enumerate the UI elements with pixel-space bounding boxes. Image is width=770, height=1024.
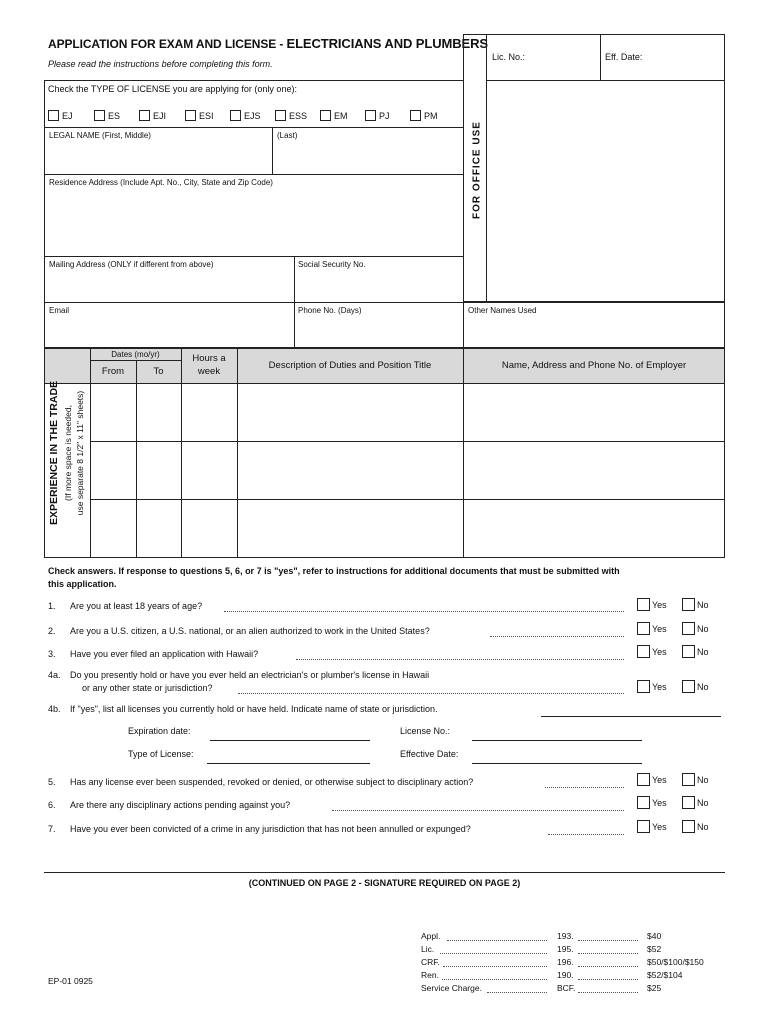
fee-amount: $50/$100/$150 bbox=[647, 957, 704, 967]
footer-divider bbox=[44, 872, 725, 873]
first-middle-name-field[interactable] bbox=[46, 142, 270, 172]
from-header: From bbox=[101, 366, 125, 377]
license-no-label: License No.: bbox=[400, 726, 451, 736]
ssn-label: Social Security No. bbox=[298, 260, 366, 269]
questions-intro-line2: this application. bbox=[48, 579, 117, 589]
fee-label: Lic. bbox=[421, 944, 435, 954]
checkbox[interactable] bbox=[637, 796, 650, 809]
ssn-field[interactable] bbox=[296, 272, 462, 300]
checkbox[interactable] bbox=[637, 622, 650, 635]
form-title: APPLICATION FOR EXAM AND LICENSE - ELECTRICIANS AND PLUMBERS bbox=[48, 36, 488, 51]
checkbox[interactable] bbox=[637, 773, 650, 786]
dates-header: Dates (mo/yr) bbox=[111, 350, 160, 359]
office-use-box bbox=[463, 34, 725, 302]
checkbox[interactable] bbox=[320, 110, 331, 121]
last-name-field[interactable] bbox=[274, 142, 462, 172]
license-type-prompt: Check the TYPE OF LICENSE you are applying for (only one): bbox=[48, 84, 297, 94]
question-4a-line2: or any other state or jurisdiction? bbox=[82, 683, 213, 693]
q1-no[interactable]: No bbox=[682, 598, 709, 611]
q3-no[interactable]: No bbox=[682, 645, 709, 658]
form-subtitle: Please read the instructions before completing this form. bbox=[48, 59, 273, 69]
q7-yes[interactable]: Yes bbox=[637, 820, 667, 833]
effective-date-label: Effective Date: bbox=[400, 749, 459, 759]
q6-no[interactable]: No bbox=[682, 796, 709, 809]
fee-code: 196. bbox=[557, 957, 574, 967]
residence-address-label: Residence Address (Include Apt. No., City, State and Zip Code) bbox=[49, 178, 273, 187]
checkbox[interactable] bbox=[48, 110, 59, 121]
residence-address-field[interactable] bbox=[46, 190, 462, 254]
checkbox[interactable] bbox=[637, 820, 650, 833]
type-of-license-label: Type of License: bbox=[128, 749, 194, 759]
fee-label: Service Charge. bbox=[421, 983, 482, 993]
fee-code: 193. bbox=[557, 931, 574, 941]
lic-no-label: Lic. No.: bbox=[492, 52, 526, 62]
fee-label: Ren. bbox=[421, 970, 439, 980]
hours-header-line1: Hours a bbox=[192, 353, 226, 364]
checkbox[interactable] bbox=[682, 622, 695, 635]
q2-yes[interactable]: Yes bbox=[637, 622, 667, 635]
eff-date-label: Eff. Date: bbox=[605, 52, 643, 62]
type-of-license-field[interactable] bbox=[207, 763, 370, 764]
questions-intro-line1: Check answers. If response to questions 5, 6, or 7 is "yes", refer to instructions for additional documents that must be submitted with bbox=[48, 566, 620, 576]
email-field[interactable] bbox=[46, 318, 292, 346]
license-option-ej[interactable]: EJ bbox=[48, 110, 73, 121]
other-names-label: Other Names Used bbox=[468, 306, 537, 315]
q5-no[interactable]: No bbox=[682, 773, 709, 786]
license-option-eji[interactable]: EJI bbox=[139, 110, 166, 121]
checkbox[interactable] bbox=[682, 680, 695, 693]
fee-label: Appl. bbox=[421, 931, 441, 941]
jurisdiction-field[interactable] bbox=[541, 716, 721, 717]
form-id: EP-01 0925 bbox=[48, 976, 93, 986]
experience-row[interactable] bbox=[91, 384, 725, 441]
q4a-no[interactable]: No bbox=[682, 680, 709, 693]
fee-amount: $52 bbox=[647, 944, 662, 954]
mailing-address-field[interactable] bbox=[46, 272, 292, 300]
fee-amount: $25 bbox=[647, 983, 662, 993]
last-name-label: (Last) bbox=[277, 131, 298, 140]
phone-field[interactable] bbox=[296, 318, 462, 346]
checkbox[interactable] bbox=[365, 110, 376, 121]
experience-side-title: EXPERIENCE IN THE TRADE bbox=[48, 380, 60, 526]
phone-label: Phone No. (Days) bbox=[298, 306, 362, 315]
email-label: Email bbox=[49, 306, 70, 315]
employer-header: Name, Address and Phone No. of Employer bbox=[501, 360, 687, 371]
experience-row[interactable] bbox=[91, 500, 725, 557]
q3-yes[interactable]: Yes bbox=[637, 645, 667, 658]
q5-yes[interactable]: Yes bbox=[637, 773, 667, 786]
expiration-date-label: Expiration date: bbox=[128, 726, 191, 736]
mailing-address-label: Mailing Address (ONLY if different from above) bbox=[49, 260, 214, 269]
office-use-label: FOR OFFICE USE bbox=[471, 121, 483, 219]
checkbox[interactable] bbox=[637, 598, 650, 611]
checkbox[interactable] bbox=[230, 110, 241, 121]
legal-name-label: LEGAL NAME (First, Middle) bbox=[49, 131, 151, 140]
checkbox[interactable] bbox=[94, 110, 105, 121]
to-header: To bbox=[153, 366, 164, 377]
q1-yes[interactable]: Yes bbox=[637, 598, 667, 611]
duties-header: Description of Duties and Position Title bbox=[268, 360, 432, 371]
effective-date-field[interactable] bbox=[472, 763, 642, 764]
fee-amount: $52/$104 bbox=[647, 970, 683, 980]
fee-code: 190. bbox=[557, 970, 574, 980]
checkbox[interactable] bbox=[682, 796, 695, 809]
checkbox[interactable] bbox=[185, 110, 196, 121]
checkbox[interactable] bbox=[682, 645, 695, 658]
license-no-field[interactable] bbox=[472, 740, 642, 741]
checkbox[interactable] bbox=[637, 680, 650, 693]
q2-no[interactable]: No bbox=[682, 622, 709, 635]
checkbox[interactable] bbox=[682, 773, 695, 786]
experience-side-note-1: (If more space is needed, bbox=[63, 405, 73, 501]
q7-no[interactable]: No bbox=[682, 820, 709, 833]
expiration-date-field[interactable] bbox=[210, 740, 370, 741]
q4a-yes[interactable]: Yes bbox=[637, 680, 667, 693]
experience-side-note-2: use separate 8 1/2" x 11" sheets) bbox=[75, 390, 85, 516]
checkbox[interactable] bbox=[682, 820, 695, 833]
checkbox[interactable] bbox=[410, 110, 421, 121]
checkbox[interactable] bbox=[682, 598, 695, 611]
license-option-ejs[interactable]: EJS bbox=[230, 110, 261, 121]
fee-code: 195. bbox=[557, 944, 574, 954]
fee-label: CRF. bbox=[421, 957, 440, 967]
license-option-ess[interactable]: ESS bbox=[275, 110, 307, 121]
experience-row[interactable] bbox=[91, 442, 725, 499]
license-option-pj[interactable]: PJ bbox=[365, 110, 390, 121]
checkbox[interactable] bbox=[275, 110, 286, 121]
license-option-es[interactable]: ES bbox=[94, 110, 120, 121]
q6-yes[interactable]: Yes bbox=[637, 796, 667, 809]
fee-code: BCF. bbox=[557, 983, 576, 993]
license-option-pm[interactable]: PM bbox=[410, 110, 438, 121]
fee-amount: $40 bbox=[647, 931, 662, 941]
checkbox[interactable] bbox=[139, 110, 150, 121]
checkbox[interactable] bbox=[637, 645, 650, 658]
continued-note: (CONTINUED ON PAGE 2 - SIGNATURE REQUIRED ON PAGE 2) bbox=[248, 878, 521, 888]
license-option-esi[interactable]: ESI bbox=[185, 110, 214, 121]
license-option-em[interactable]: EM bbox=[320, 110, 348, 121]
hours-header-line2: week bbox=[197, 366, 221, 377]
